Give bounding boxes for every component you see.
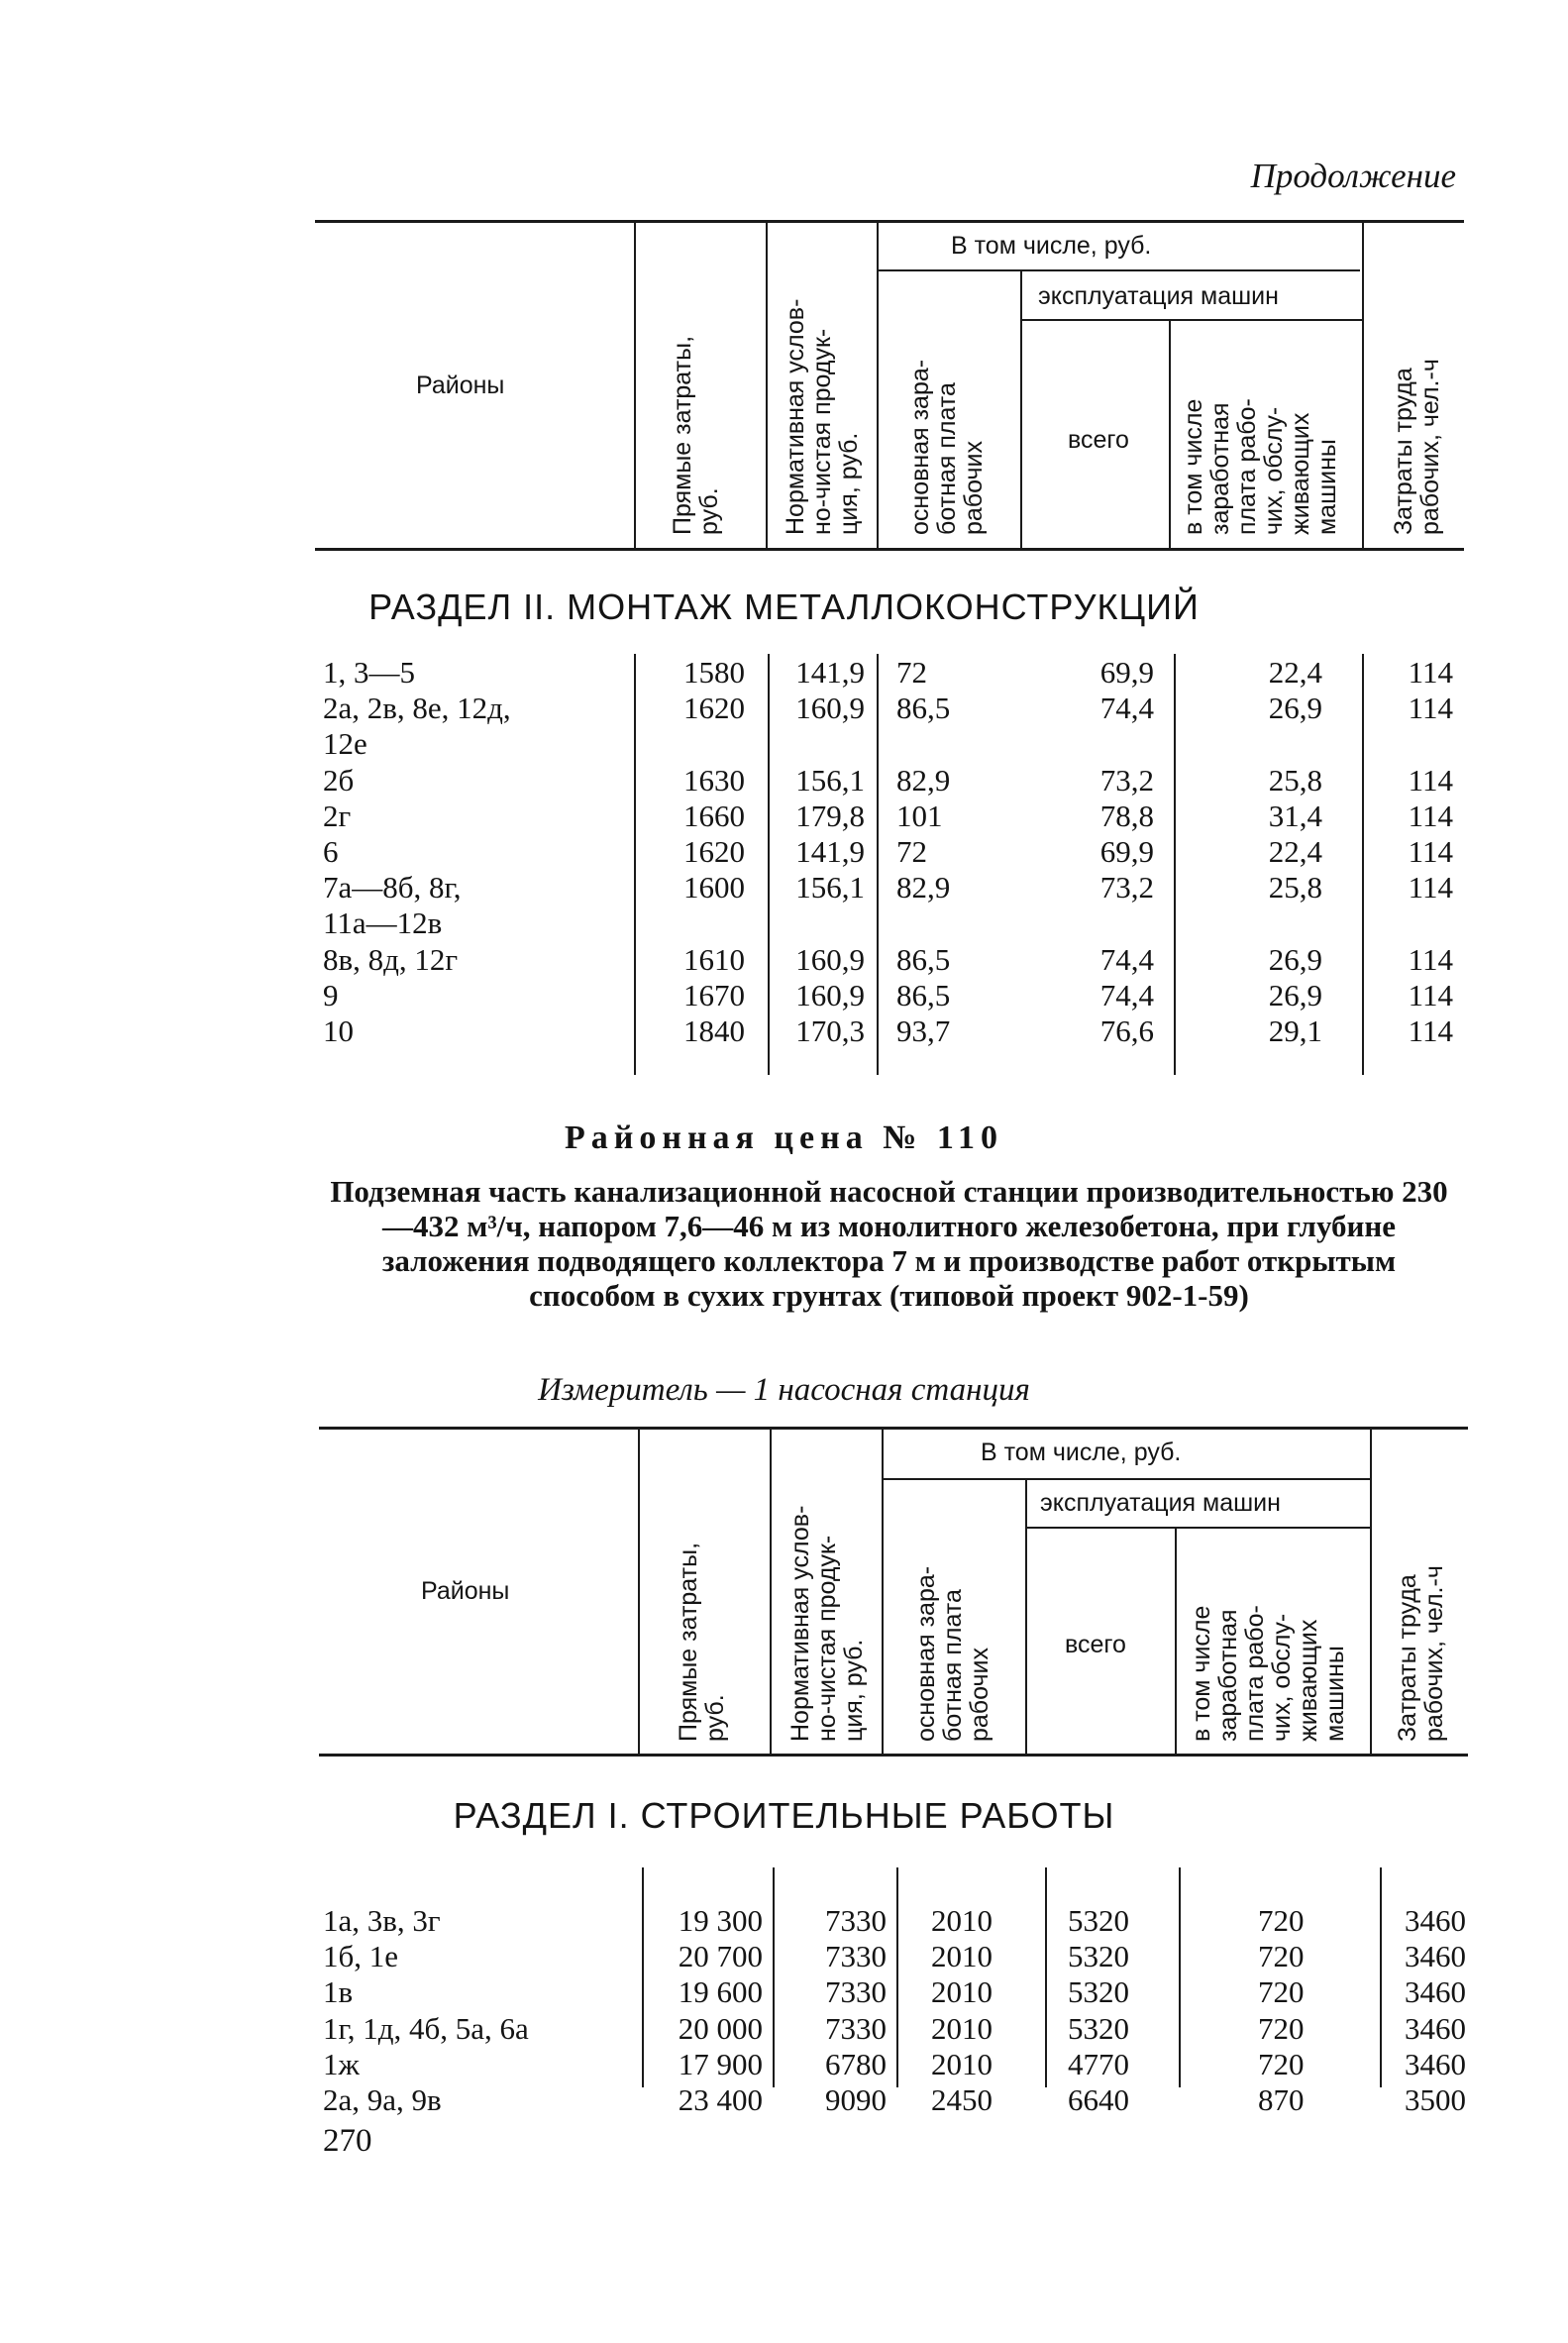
cell-norm: 7330: [825, 1939, 887, 1974]
cell-direct: 1610: [683, 941, 745, 977]
header-direct-costs: Прямые затраты, руб.: [669, 335, 723, 535]
cell-norm: 9090: [825, 2082, 887, 2117]
header-normative: Нормативная услов- но-чистая продук- ция, руб.: [782, 298, 863, 535]
cell-norm: 141,9: [795, 834, 865, 869]
cell-labor: 114: [1408, 941, 1453, 977]
cell-total: 5320: [1068, 1974, 1129, 2010]
cell-base: 72: [896, 834, 927, 869]
cell-incl: 26,9: [1268, 941, 1322, 977]
cell-region: 10: [323, 1013, 354, 1048]
price-description: Подземная часть канализационной насосной станции производительностью 230—432 м³/ч, напором 7,6—46 м из монолитного железобетона, при глубине заложения подводящего коллектора 7 м и производстве работ открытым способом в сухих грунтах (типовой проект 902-1-59): [330, 1174, 1448, 1313]
cell-labor: 3460: [1405, 2010, 1466, 2046]
header-total: всего: [1068, 426, 1129, 454]
cell-base: 72: [896, 655, 927, 690]
cell-total: 73,2: [1099, 870, 1154, 905]
cell-norm: 160,9: [795, 977, 865, 1012]
cell-labor: 3500: [1405, 2082, 1466, 2117]
cell-norm: 7330: [825, 1903, 887, 1938]
cell-direct: 1630: [683, 762, 745, 798]
cell-base: 82,9: [896, 870, 951, 905]
cell-labor: 3460: [1405, 2046, 1466, 2081]
cell-base: 93,7: [896, 1013, 951, 1048]
cell-base: 2450: [931, 2082, 993, 2117]
cell-direct: 1660: [683, 798, 745, 833]
cell-base: 2010: [931, 1974, 993, 2010]
cell-region: 7а—8б, 8г,: [323, 870, 462, 905]
cell-norm: 156,1: [795, 762, 865, 798]
cell-total: 69,9: [1099, 834, 1154, 869]
cell-region: 1, 3—5: [323, 655, 415, 690]
header-normative-2: Нормативная услов- но-чистая продук- ция, руб.: [786, 1505, 868, 1742]
cell-direct: 19 600: [678, 1974, 763, 2010]
cell-base: 2010: [931, 2010, 993, 2046]
cell-total: 69,9: [1099, 655, 1154, 690]
cell-labor: 114: [1408, 834, 1453, 869]
cell-base: 82,9: [896, 762, 951, 798]
header-machines-2: эксплуатация машин: [1040, 1489, 1281, 1517]
cell-norm: 7330: [825, 2010, 887, 2046]
page-number: 270: [323, 2123, 372, 2159]
cell-total: 78,8: [1099, 798, 1154, 833]
cell-region: 1г, 1д, 4б, 5а, 6а: [323, 2010, 529, 2046]
cell-incl: 720: [1258, 2010, 1305, 2046]
cell-region: 11а—12в: [323, 905, 443, 941]
cell-direct: 1600: [683, 870, 745, 905]
cell-total: 5320: [1068, 1939, 1129, 1974]
cell-base: 86,5: [896, 691, 951, 726]
cell-norm: 141,9: [795, 655, 865, 690]
cell-total: 76,6: [1099, 1013, 1154, 1048]
cell-region: 1а, 3в, 3г: [323, 1903, 441, 1938]
cell-direct: 23 400: [678, 2082, 763, 2117]
cell-direct: 1620: [683, 834, 745, 869]
header-incl: В том числе, руб.: [951, 232, 1152, 260]
cell-incl: 29,1: [1268, 1013, 1322, 1048]
cell-region: 6: [323, 834, 339, 869]
cell-region: 1в: [323, 1974, 354, 2010]
cell-direct: 17 900: [678, 2046, 763, 2081]
section-2-title: РАЗДЕЛ II. МОНТАЖ МЕТАЛЛОКОНСТРУКЦИЙ: [368, 586, 1200, 627]
header-direct-costs-2: Прямые затраты, руб.: [675, 1542, 729, 1742]
cell-incl: 870: [1258, 2082, 1305, 2117]
cell-incl: 31,4: [1268, 798, 1322, 833]
header-regions-2: Районы: [421, 1577, 510, 1605]
cell-base: 86,5: [896, 977, 951, 1012]
cell-direct: 1620: [683, 691, 745, 726]
cell-norm: 160,9: [795, 941, 865, 977]
cell-incl: 25,8: [1268, 870, 1322, 905]
cell-base: 101: [896, 798, 943, 833]
header-machine-wage-2: в том числе заработная плата рабо- чих, обслу- живающих машины: [1188, 1605, 1349, 1742]
cell-region: 2а, 9а, 9в: [323, 2082, 442, 2117]
cell-labor: 114: [1408, 1013, 1453, 1048]
cell-incl: 22,4: [1268, 834, 1322, 869]
cell-region: 8в, 8д, 12г: [323, 941, 459, 977]
cell-incl: 720: [1258, 1939, 1305, 1974]
cell-incl: 26,9: [1268, 977, 1322, 1012]
header-machine-wage: в том числе заработная плата рабо- чих, обслу- живающих машины: [1180, 398, 1341, 535]
cell-base: 86,5: [896, 941, 951, 977]
cell-total: 73,2: [1099, 762, 1154, 798]
cell-norm: 6780: [825, 2046, 887, 2081]
header-machines: эксплуатация машин: [1038, 282, 1279, 310]
cell-region: 2б: [323, 762, 355, 798]
cell-direct: 19 300: [678, 1903, 763, 1938]
cell-total: 4770: [1068, 2046, 1129, 2081]
header-regions: Районы: [416, 372, 505, 399]
cell-labor: 3460: [1405, 1939, 1466, 1974]
cell-norm: 7330: [825, 1974, 887, 2010]
cell-region: 1б, 1е: [323, 1939, 399, 1974]
cell-total: 74,4: [1099, 691, 1154, 726]
cell-incl: 720: [1258, 2046, 1305, 2081]
cell-region: 1ж: [323, 2046, 360, 2081]
cell-incl: 720: [1258, 1974, 1305, 2010]
section-1-title: РАЗДЕЛ I. СТРОИТЕЛЬНЫЕ РАБОТЫ: [453, 1795, 1115, 1836]
cell-total: 74,4: [1099, 941, 1154, 977]
header-labor-2: Затраты труда рабочих, чел.-ч: [1394, 1565, 1448, 1742]
cell-region: 12е: [323, 726, 367, 762]
cell-total: 5320: [1068, 2010, 1129, 2046]
cell-region: 9: [323, 977, 339, 1012]
cell-total: 5320: [1068, 1903, 1129, 1938]
price-title: Районная цена № 110: [565, 1119, 1003, 1156]
cell-region: 2а, 2в, 8е, 12д,: [323, 691, 511, 726]
cell-norm: 156,1: [795, 870, 865, 905]
cell-labor: 3460: [1405, 1903, 1466, 1938]
cell-total: 74,4: [1099, 977, 1154, 1012]
header-incl-2: В том числе, руб.: [981, 1438, 1182, 1466]
cell-labor: 114: [1408, 977, 1453, 1012]
cell-direct: 1670: [683, 977, 745, 1012]
cell-labor: 114: [1408, 655, 1453, 690]
cell-incl: 25,8: [1268, 762, 1322, 798]
header-base-wage: основная зара- ботная плата рабочих: [906, 359, 988, 535]
cell-direct: 1840: [683, 1013, 745, 1048]
cell-incl: 26,9: [1268, 691, 1322, 726]
cell-base: 2010: [931, 2046, 993, 2081]
cell-direct: 1580: [683, 655, 745, 690]
cell-norm: 179,8: [795, 798, 865, 833]
cell-labor: 114: [1408, 762, 1453, 798]
continuation-label: Продолжение: [1250, 157, 1456, 195]
cell-direct: 20 000: [678, 2010, 763, 2046]
header-labor: Затраты труда рабочих, чел.-ч: [1390, 359, 1444, 535]
header-total-2: всего: [1065, 1631, 1126, 1658]
cell-region: 2г: [323, 798, 352, 833]
cell-direct: 20 700: [678, 1939, 763, 1974]
cell-incl: 720: [1258, 1903, 1305, 1938]
cell-norm: 170,3: [795, 1013, 865, 1048]
cell-norm: 160,9: [795, 691, 865, 726]
cell-base: 2010: [931, 1939, 993, 1974]
cell-total: 6640: [1068, 2082, 1129, 2117]
price-measure: Измеритель — 1 насосная станция: [538, 1372, 1030, 1408]
cell-labor: 114: [1408, 870, 1453, 905]
cell-labor: 114: [1408, 691, 1453, 726]
header-base-wage-2: основная зара- ботная плата рабочих: [912, 1565, 993, 1742]
cell-labor: 114: [1408, 798, 1453, 833]
cell-incl: 22,4: [1268, 655, 1322, 690]
cell-base: 2010: [931, 1903, 993, 1938]
cell-labor: 3460: [1405, 1974, 1466, 2010]
